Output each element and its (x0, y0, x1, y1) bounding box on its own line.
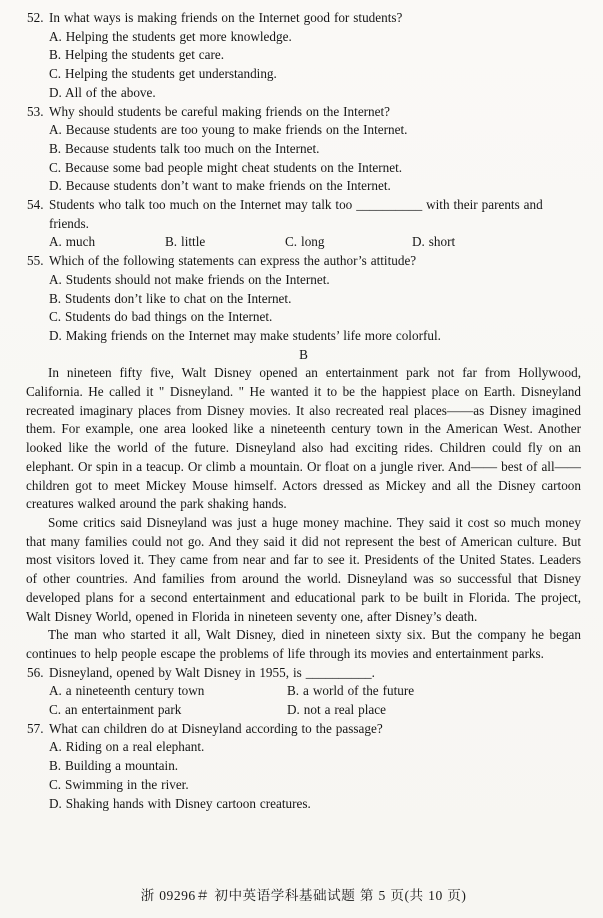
question-55 (26, 252, 581, 346)
options-two-col (49, 682, 581, 719)
option-c: C. Students do bad things on the Internet. (49, 309, 273, 325)
question-stem: Why should students be careful making friends on the Internet? (49, 103, 391, 119)
option-d: D. Because students don’t want to make friends on the Internet. (49, 178, 391, 194)
question-number: 54. (27, 197, 44, 213)
option-d: D. All of the above. (49, 84, 156, 100)
option-c: C. an entertainment park (49, 702, 182, 718)
page-footer: 浙 09296＃ 初中英语学科基础试题 第 5 页(共 10 页) (140, 888, 467, 904)
question-number: 53. (27, 103, 44, 119)
question-number: 52. (27, 10, 44, 25)
options-inline-row (49, 233, 581, 252)
passage-paragraph-2: Some critics said Disneyland was just a huge money machine. They said it cost so much money that many families could not go. And they said it did not represent the best of American culture. But most visitors loved it. They came from near and far to see it. Presidents of the United States. Leaders of other countries. And families from around the world. Disneyland was so successful that Disney developed plans for a second entertainment and educational park to be built in Florida. The project, Walt Disney World, opened in Florida in nineteen seventy one, after Disney’s death. (26, 514, 581, 624)
question-number: 55. (27, 253, 44, 269)
question-stem: Disneyland, opened by Walt Disney in 1955, is __________. (49, 664, 375, 680)
question-52 (26, 9, 581, 103)
passage-paragraph-3: The man who started it all, Walt Disney, died in nineteen sixty six. But the company he began continues to help people escape the problems of life through its movies and entertainment parks. (26, 627, 581, 661)
option-b: B. little (165, 234, 206, 250)
question-stem: Students who talk too much on the Internet may talk too __________ with their parents and friends. (49, 197, 543, 231)
section-label-b: B (299, 346, 308, 362)
option-a: A. Students should not make friends on the Internet. (49, 271, 330, 287)
question-number: 57. (27, 720, 44, 736)
question-53 (26, 103, 581, 197)
question-stem: What can children do at Disneyland according to the passage? (49, 720, 383, 736)
option-d: D. Making friends on the Internet may make students’ life more colorful. (49, 327, 441, 343)
question-number: 56. (27, 664, 44, 680)
option-a: A. much (49, 234, 96, 250)
option-b: B. a world of the future (287, 683, 415, 699)
option-c: C. Helping the students get understanding. (49, 66, 277, 82)
passage-paragraph-1: In nineteen fifty five, Walt Disney opened an entertainment park not far from Hollywood, California. He called it " Disneyland. " He wanted it to be the happiest place on Earth. Disneyland recreated imaginary places from Disney movies. It also recreated real places——as Disney imagined them. For example, one area looked like a nineteenth century town in the American West. Another looked like the world of the future. Disneyland also had exciting rides. Children could fly on an elephant. Or spin in a teacup. Or climb a mountain. Or float on a jungle river. And—— best of all——children got to meet Mickey Mouse himself. Actors dressed as Mickey and all the Disney cartoon creatures walked around the park shaking hands. (26, 365, 581, 512)
option-d: D. not a real place (287, 702, 386, 718)
option-c: C. long (285, 234, 325, 250)
question-stem: Which of the following statements can express the author’s attitude? (49, 253, 417, 269)
option-b: B. Building a mountain. (49, 758, 179, 774)
option-b: B. Students don’t like to chat on the Internet. (49, 290, 292, 306)
option-c: C. Because some bad people might cheat students on the Internet. (49, 159, 403, 175)
question-57 (26, 720, 581, 814)
option-a: A. Helping the students get more knowledge. (49, 28, 292, 44)
option-d: D. Shaking hands with Disney cartoon creatures. (49, 795, 311, 811)
option-a: A. a nineteenth century town (49, 683, 205, 699)
option-a: A. Riding on a real elephant. (49, 739, 205, 755)
option-b: B. Helping the students get care. (49, 47, 225, 63)
option-c: C. Swimming in the river. (49, 776, 189, 792)
option-a: A. Because students are too young to make friends on the Internet. (49, 122, 408, 138)
option-d: D. short (412, 234, 456, 250)
option-b: B. Because students talk too much on the Internet. (49, 140, 320, 156)
question-stem: In what ways is making friends on the Internet good for students? (49, 10, 403, 25)
question-56 (26, 664, 581, 720)
question-54 (26, 196, 581, 252)
